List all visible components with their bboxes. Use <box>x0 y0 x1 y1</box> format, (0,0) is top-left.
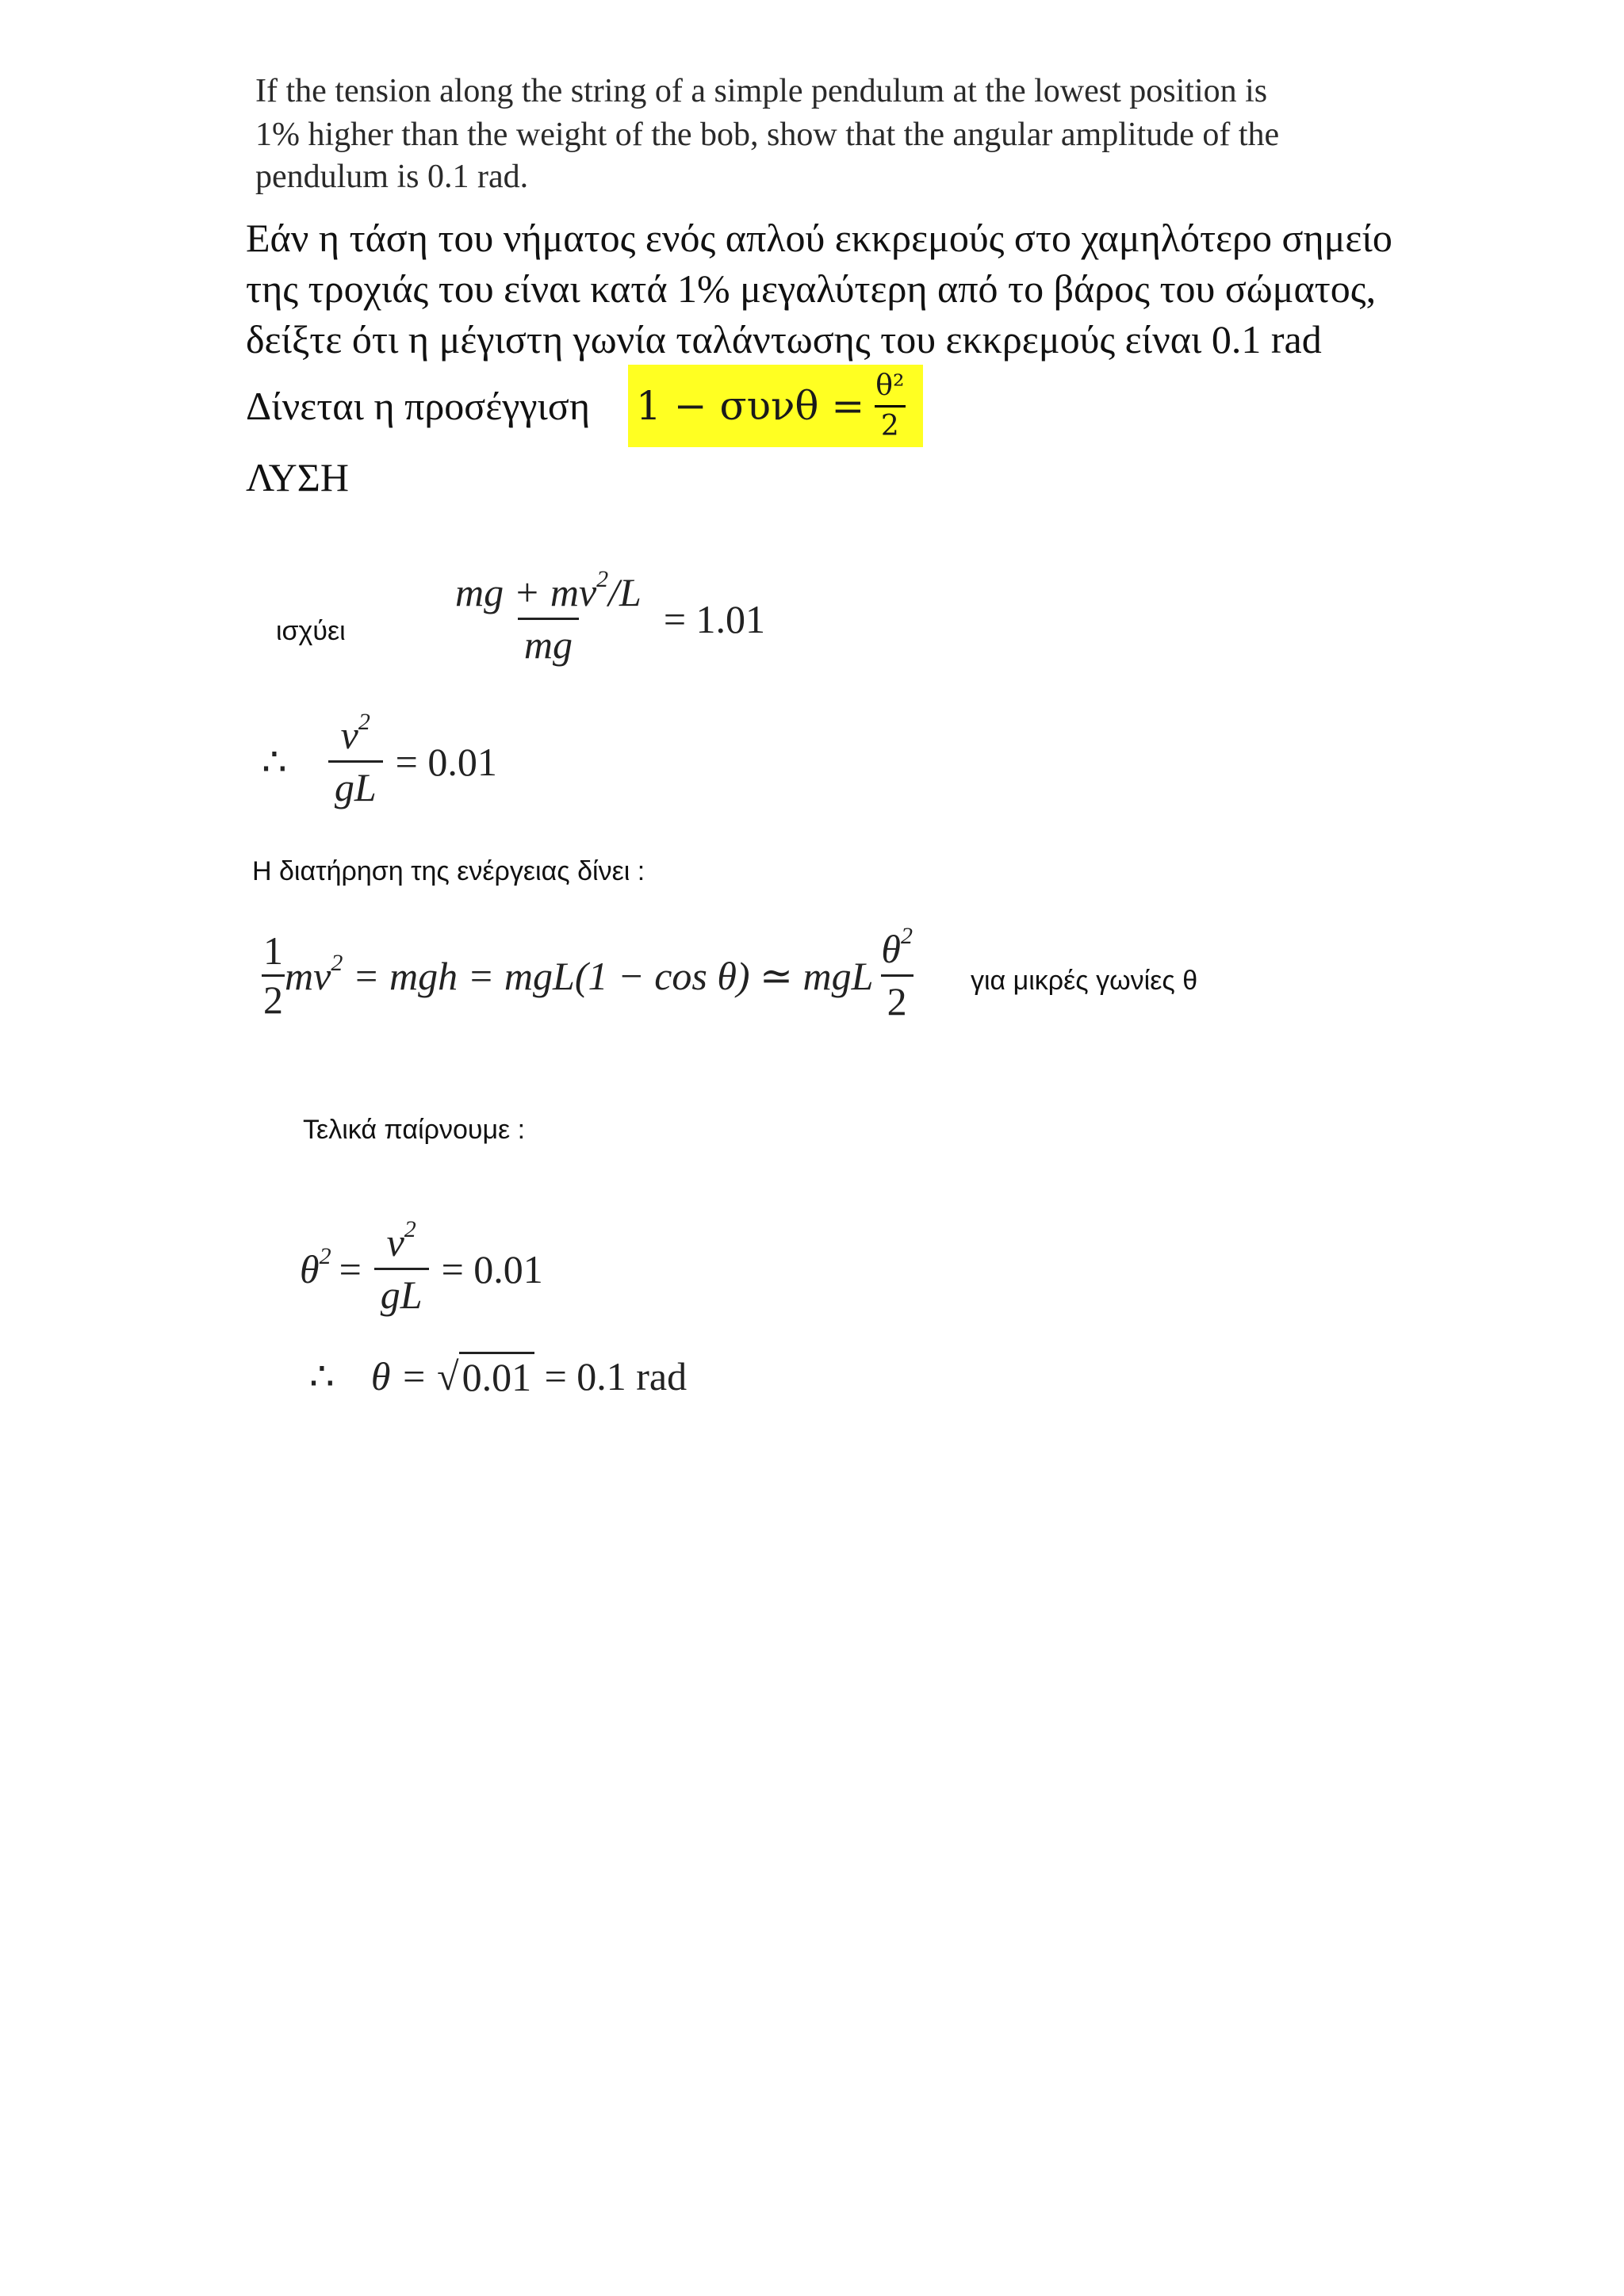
equation-v2-over-gl <box>262 709 497 809</box>
eq2-fraction <box>328 709 383 809</box>
eq4-fraction <box>374 1216 429 1317</box>
given-denominator: 2 <box>875 405 906 442</box>
final-text: Τελικά παίρνουμε : <box>303 1115 526 1145</box>
eq1-fraction <box>449 566 648 667</box>
eq5-sqrt-argument: 0.01 <box>459 1352 535 1400</box>
eq1-label: ισχύει <box>276 616 346 646</box>
eq2-numerator: $v^2$ <box>340 709 370 757</box>
eq5-therefore: ∴ <box>309 1353 335 1399</box>
given-approximation <box>246 365 923 447</box>
given-lhs: 1 − συνθ = <box>635 383 865 429</box>
given-fraction <box>869 370 910 442</box>
eq2-therefore: ∴ <box>262 739 287 784</box>
equation-energy <box>262 923 924 1024</box>
eq1-denominator: mg <box>518 618 579 667</box>
eq4-numerator: $v^2$ <box>386 1216 416 1265</box>
energy-conservation-text: Η διατήρηση της ενέργειας δίνει : <box>252 856 645 886</box>
eq3-theta-denominator: 2 <box>881 974 914 1024</box>
eq4-equals: = <box>339 1246 362 1292</box>
eq4-rhs: = 0.01 <box>441 1246 543 1292</box>
greek-problem-line-3: δείξτε ότι η μέγιστη γωνία ταλάντωσης του εκκρεμούς είναι 0.1 rad <box>246 317 1322 362</box>
eq1-numerator: mg + $mv^2/L$ <box>455 566 642 614</box>
eq5-rhs: = 0.1 rad <box>534 1353 688 1399</box>
eq3-half: $\frac{1}{2}$ <box>263 928 283 1022</box>
eq3-theta-numerator: $\theta^2$ <box>881 923 913 971</box>
equation-theta-result <box>309 1352 687 1400</box>
given-label: Δίνεται η προσέγγιση <box>246 384 590 428</box>
eq5-sqrt-sign: √ <box>437 1353 459 1399</box>
highlighted-formula <box>628 365 923 447</box>
eq3-theta-fraction <box>875 923 919 1024</box>
greek-problem-line-2: της τροχιάς του είναι κατά 1% μεγαλύτερη από το βάρος του σώματος, <box>246 266 1377 311</box>
greek-problem-line-1: Εάν η τάση του νήματος ενός απλού εκκρεμούς στο χαμηλότερο σημείο <box>246 216 1392 260</box>
eq5-lhs: θ = <box>370 1353 438 1399</box>
equation-theta-squared <box>300 1216 543 1317</box>
eq2-denominator: gL <box>328 760 383 809</box>
small-angles-note: για μικρές γωνίες θ <box>971 966 1198 996</box>
eq4-lhs: $\theta^2$ <box>300 1242 331 1292</box>
eq3-chain: = mgh = mgL(1 − cos θ) ≃ mgL <box>343 953 874 998</box>
english-problem-line-1: If the tension along the string of a simple pendulum at the lowest position is <box>255 73 1268 109</box>
english-problem-line-3: pendulum is 0.1 rad. <box>255 159 529 195</box>
eq3-kinetic: $mv^2$ <box>285 949 343 998</box>
equation-tension-ratio <box>444 566 766 667</box>
eq1-rhs: = 1.01 <box>663 596 766 641</box>
solution-heading: ΛΥΣΗ <box>246 455 349 499</box>
given-numerator: θ² <box>875 369 905 402</box>
eq4-denominator: gL <box>374 1268 429 1317</box>
eq2-rhs: = 0.01 <box>395 739 497 784</box>
english-problem-line-2: 1% higher than the weight of the bob, show that the angular amplitude of the <box>255 117 1280 153</box>
